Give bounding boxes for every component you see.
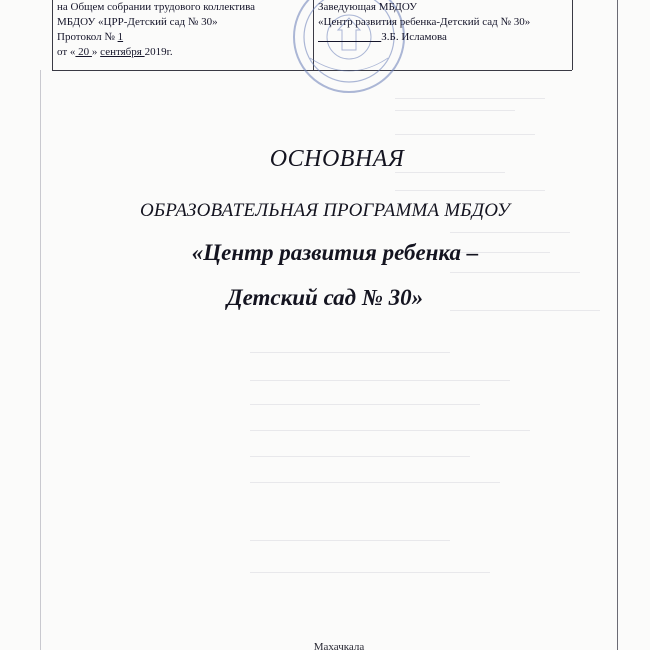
bleed-line — [250, 482, 500, 483]
bleed-line — [395, 190, 545, 191]
bleed-line — [395, 110, 515, 111]
date-line — [57, 45, 255, 60]
bleed-line — [395, 98, 545, 99]
bleed-line — [250, 380, 510, 381]
date-year: 2019г. — [144, 46, 173, 58]
bleed-line — [250, 456, 470, 457]
title-line1: ОСНОВНАЯ — [269, 146, 405, 172]
header-frame-left — [52, 0, 53, 70]
header-right-block — [318, 0, 530, 45]
bleed-line — [250, 430, 530, 431]
title-line3: «Центр развития ребенка – — [191, 240, 479, 265]
bleed-line — [250, 404, 480, 405]
title-line2: ОБРАЗОВАТЕЛЬНАЯ ПРОГРАММА МБДОУ — [139, 200, 511, 221]
bleed-line — [450, 232, 570, 233]
title-line4: Детский сад № 30» — [226, 285, 424, 310]
date-prefix: от « — [57, 46, 76, 58]
bleed-line — [395, 134, 535, 135]
protocol-number: 1 — [117, 31, 124, 43]
bleed-line — [250, 540, 450, 541]
header-left-block — [57, 0, 255, 60]
date-day: 20 — [75, 46, 92, 58]
bleed-line — [250, 352, 450, 353]
page-border-right — [617, 0, 618, 650]
protocol-prefix: Протокол № — [57, 31, 118, 43]
protocol-line — [57, 30, 255, 45]
header-left-line1: на Общем собрании трудового коллектива — [57, 1, 256, 13]
header-left-line2: МБДОУ «ЦРР-Детский сад № 30» — [57, 16, 218, 28]
signature-line — [318, 30, 530, 45]
footer-city: Махачкала — [313, 641, 365, 650]
bleed-line — [450, 272, 580, 273]
date-mid: » — [91, 46, 101, 58]
bleed-line — [250, 572, 490, 573]
director-name: З.Б. Исламова — [381, 31, 447, 43]
header-right-line1: Заведующая МБДОУ — [318, 1, 418, 13]
header-frame-right — [572, 0, 573, 70]
date-month: сентября — [100, 46, 145, 58]
signature-blank — [318, 31, 381, 43]
header-right-line2: «Центр развития ребенка-Детский сад № 30» — [318, 16, 531, 28]
